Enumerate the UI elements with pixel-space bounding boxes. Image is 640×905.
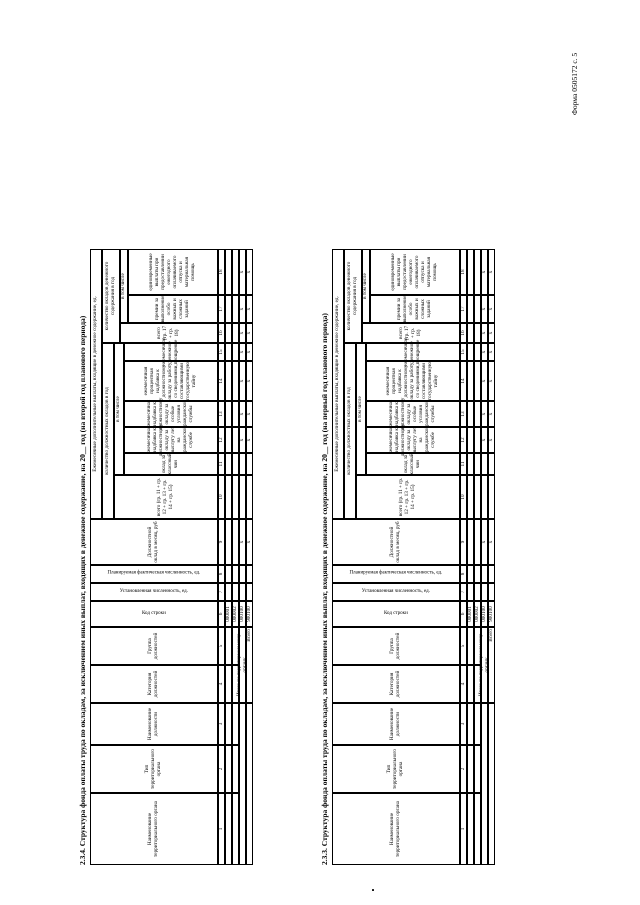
- cross-mark-cell: x: [246, 427, 253, 453]
- row-code: 000002: [474, 601, 481, 627]
- cross-mark-cell: x: [246, 343, 253, 361]
- header-col-10: всего (гр. 11 + гр. 12 + гр. 13 + гр. 14 + гр. 15): [356, 475, 460, 519]
- cross-mark-cell: x: [488, 295, 495, 323]
- col-number: 9: [460, 519, 467, 565]
- table-title: 2.3.3. Структура фонда оплаты труда по окладам, за исключением иных выплат, входящих в денежное содержание, на 20__ год (на первый год планового периода): [320, 313, 329, 865]
- header-text: Планируемая фактическая численность, ед.: [107, 571, 201, 577]
- cross-mark-cell: x: [488, 401, 495, 427]
- cross-mark-cell: x: [488, 343, 495, 361]
- col-number: 17: [460, 295, 467, 323]
- col-number: 2: [460, 745, 467, 793]
- col-number: 10: [218, 475, 225, 519]
- header-col-11: оклад за классный чин: [124, 453, 218, 475]
- col-number: 8: [460, 565, 467, 583]
- row-code: 000001: [225, 601, 232, 627]
- total-label: Итого по территориальному органу: [481, 627, 488, 703]
- col-number: 14: [460, 361, 467, 401]
- header-col-3: Наименование должности: [332, 703, 460, 745]
- col-number: 1: [218, 793, 225, 865]
- header-text: Планируемая фактическая численность, ед.: [349, 571, 443, 577]
- cross-mark-cell: x: [246, 249, 253, 295]
- cross-mark-cell: x: [239, 401, 246, 427]
- col-number: 6: [218, 601, 225, 627]
- col-number: 4: [218, 665, 225, 703]
- header-text: Установленная численность, ед.: [361, 589, 431, 595]
- header-col-18: единовременные выплаты при предоставлении ежегодного оплачиваемого отпуска и материальная помощь: [370, 249, 460, 295]
- table-frame: [332, 249, 495, 865]
- header-col-18: единовременные выплаты при предоставлении ежегодного оплачиваемого отпуска и материальная помощь: [128, 249, 218, 295]
- cross-mark-cell: x: [246, 295, 253, 323]
- header-col-14: ежемесячная процентная надбавка к должностному окладу за работу со сведениями, составляющими государственную тайну: [124, 361, 218, 401]
- header-col-2: Тип территориального органа: [332, 745, 460, 793]
- cross-mark-cell: x: [481, 343, 488, 361]
- cross-mark-cell: x: [481, 361, 488, 401]
- col-number: 15: [460, 343, 467, 361]
- cross-mark-cell: x: [246, 519, 253, 565]
- col-number: 7: [218, 583, 225, 601]
- header-group-incl2: в том числе: [362, 249, 370, 323]
- form-number: Форма 0505172 с. 5: [570, 52, 579, 115]
- cross-mark-cell: x: [488, 323, 495, 343]
- header-group-count-pay: количество окладов денежного содержания в год: [102, 249, 120, 343]
- header-text: Код строки: [142, 611, 166, 617]
- header-col-3: Наименование должности: [90, 703, 218, 745]
- header-col-17: премии за выполнение особо важных и сложных заданий: [128, 295, 218, 323]
- header-col-16: всего (гр. 17 + гр. 18): [362, 323, 460, 343]
- cross-mark-cell: x: [481, 519, 488, 565]
- cross-mark-cell: x: [488, 361, 495, 401]
- col-number: 15: [218, 343, 225, 361]
- col-number: 10: [460, 475, 467, 519]
- col-number: 18: [460, 249, 467, 295]
- cross-mark-cell: x: [246, 401, 253, 427]
- cross-mark-cell: x: [481, 295, 488, 323]
- header-col-10: всего (гр. 11 + гр. 12 + гр. 13 + гр. 14 + гр. 15): [114, 475, 218, 519]
- col-number: 1: [460, 793, 467, 865]
- col-number: 7: [460, 583, 467, 601]
- header-col-17: премии за выполнение особо важных и сложных заданий: [370, 295, 460, 323]
- total-label: Всего: [488, 627, 495, 703]
- header-col-12: ежемесячная надбавка к должностному окладу за выслугу лет на гражданской службе: [366, 427, 460, 453]
- header-group-incl: в том числе: [114, 343, 124, 475]
- cross-mark-cell: x: [481, 401, 488, 427]
- header-col-15: ежемесячное денежное поощрение: [366, 343, 460, 361]
- col-number: 11: [460, 453, 467, 475]
- header-col-14: ежемесячная процентная надбавка к должностному окладу за работу со сведениями, составляющими государственную тайну: [366, 361, 460, 401]
- cross-mark-cell: x: [481, 323, 488, 343]
- col-number: 6: [460, 601, 467, 627]
- header-col-5: Группа должностей: [90, 627, 218, 665]
- header-col-4: Категория должностей: [90, 665, 218, 703]
- header-text: Код строки: [384, 611, 408, 617]
- col-number: 13: [218, 401, 225, 427]
- col-number: 13: [460, 401, 467, 427]
- col-number: 14: [218, 361, 225, 401]
- row-code: 000002: [232, 601, 239, 627]
- cross-mark-cell: x: [239, 295, 246, 323]
- col-number: 8: [218, 565, 225, 583]
- cross-mark-cell: x: [239, 323, 246, 343]
- table-title: 2.3.4. Структура фонда оплаты труда по окладам, за исключением иных выплат, входящих в денежное содержание, на 20__ год (на второй год планового периода): [78, 315, 87, 865]
- cross-mark-cell: x: [239, 427, 246, 453]
- col-number: 16: [218, 323, 225, 343]
- header-col-12: ежемесячная надбавка к должностному окладу за выслугу лет на гражданской службе: [124, 427, 218, 453]
- header-group-count: количество должностных окладов в год: [102, 343, 114, 519]
- row-code: 000001: [467, 601, 474, 627]
- cross-mark-cell: x: [239, 343, 246, 361]
- table-frame: [90, 249, 253, 865]
- col-number: 11: [218, 453, 225, 475]
- cross-mark-cell: x: [246, 323, 253, 343]
- col-number: 12: [460, 427, 467, 453]
- header-group-main: Ежемесячные дополнительные выплаты, входящие в денежное содержание, ед.: [332, 249, 344, 519]
- cross-mark-cell: x: [246, 361, 253, 401]
- rotated-content: [60, 15, 620, 885]
- cross-mark-cell: x: [488, 427, 495, 453]
- cross-mark-cell: x: [239, 519, 246, 565]
- scan-dot: [372, 889, 374, 891]
- cross-mark-cell: x: [481, 249, 488, 295]
- row-code: 900100: [246, 601, 253, 627]
- cross-mark-cell: x: [239, 249, 246, 295]
- total-label: Всего: [246, 627, 253, 703]
- cross-mark-cell: x: [488, 519, 495, 565]
- col-number: 9: [218, 519, 225, 565]
- header-text: Установленная численность, ед.: [119, 589, 189, 595]
- header-col-9: Должностной оклад в месяц, руб: [332, 519, 460, 565]
- cross-mark-cell: x: [239, 361, 246, 401]
- col-number: 12: [218, 427, 225, 453]
- header-col-15: ежемесячное денежное поощрение: [124, 343, 218, 361]
- col-number: 4: [460, 665, 467, 703]
- header-group-count: количество должностных окладов в год: [344, 343, 356, 519]
- header-group-incl: в том числе: [356, 343, 366, 475]
- row-code: 000100: [239, 601, 246, 627]
- header-col-13: ежемесячная надбавка к должностному окладу за особые условия гражданской службы: [124, 401, 218, 427]
- row-code: 000100: [481, 601, 488, 627]
- header-group-count-pay: количество окладов денежного содержания в год: [344, 249, 362, 343]
- header-col-9: Должностной оклад в месяц, руб: [90, 519, 218, 565]
- col-number: 18: [218, 249, 225, 295]
- header-col-5: Группа должностей: [332, 627, 460, 665]
- header-col-1: Наименование территориального органа: [332, 793, 460, 865]
- header-col-13: ежемесячная надбавка к должностному окладу за особые условия гражданской службы: [366, 401, 460, 427]
- cross-mark-cell: x: [488, 249, 495, 295]
- col-number: 17: [218, 295, 225, 323]
- col-number: 3: [218, 703, 225, 745]
- col-number: 5: [460, 627, 467, 665]
- row-code: 900100: [488, 601, 495, 627]
- header-group-incl2: в том числе: [120, 249, 128, 323]
- col-number: 2: [218, 745, 225, 793]
- col-number: 5: [218, 627, 225, 665]
- header-col-11: оклад за классный чин: [366, 453, 460, 475]
- col-number: 3: [460, 703, 467, 745]
- header-group-main: Ежемесячные дополнительные выплаты, входящие в денежное содержание, ед.: [90, 249, 102, 519]
- cross-mark-cell: x: [481, 427, 488, 453]
- col-number: 16: [460, 323, 467, 343]
- header-col-2: Тип территориального органа: [90, 745, 218, 793]
- total-label: Итого по территориальному органу: [239, 627, 246, 703]
- header-col-16: всего (гр. 17 + гр. 18): [120, 323, 218, 343]
- header-col-4: Категория должностей: [332, 665, 460, 703]
- header-col-1: Наименование территориального органа: [90, 793, 218, 865]
